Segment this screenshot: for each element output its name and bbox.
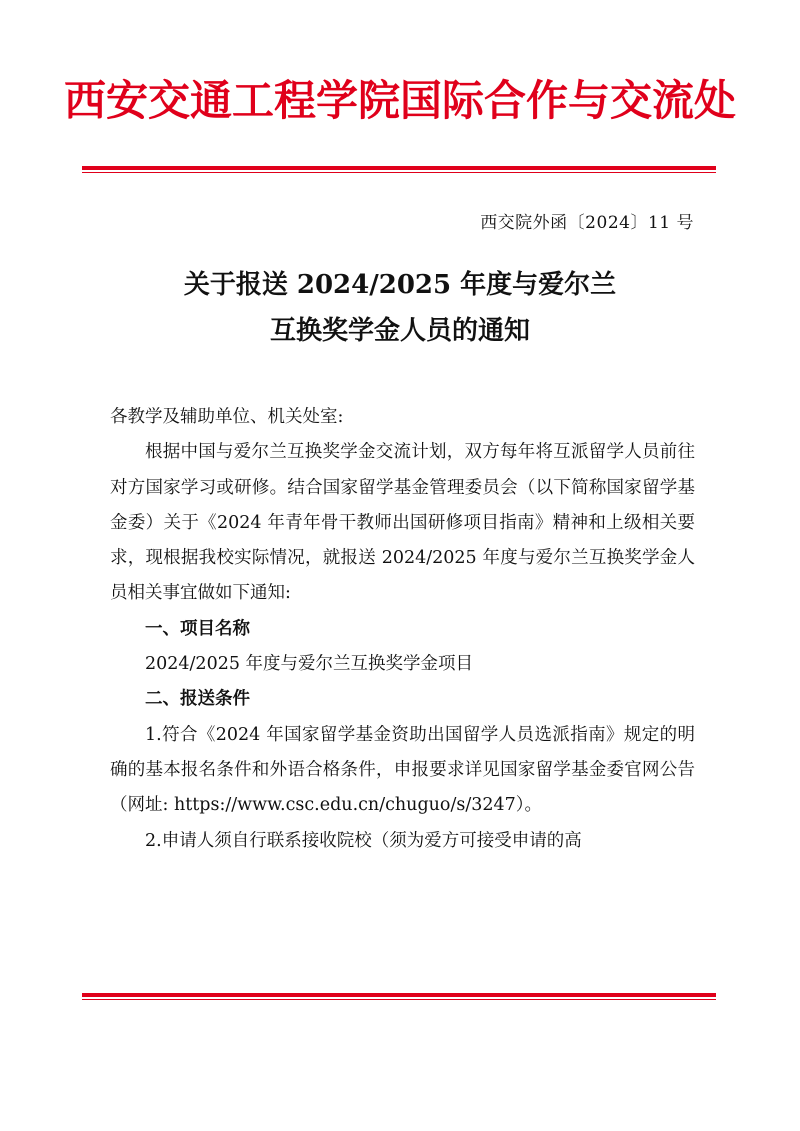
footer-divider <box>82 993 716 1000</box>
condition-item-1: 1.符合《2024 年国家留学基金资助出国留学人员选派指南》规定的明确的基本报名条件和外语合格条件，申报要求详见国家留学基金委官网公告（网址: https://www.csc.edu.cn/chuguo/s/3247）。 <box>110 724 695 816</box>
section-2-heading: 二、报送条件 <box>145 689 250 710</box>
document-title-line-2: 互换奖学金人员的通知 <box>269 316 530 346</box>
salutation: 各教学及辅助单位、机关处室: <box>110 407 344 427</box>
document-title-line-1: 关于报送 2024/2025 年度与爱尔兰 <box>183 270 617 300</box>
document-number: 西交院外函〔2024〕11 号 <box>480 213 694 233</box>
letterhead-divider <box>82 166 716 173</box>
document-body <box>110 400 695 859</box>
intro-paragraph: 根据中国与爱尔兰互换奖学金交流计划，双方每年将互派留学人员前往对方国家学习或研修。结合国家留学基金管理委员会（以下简称国家留学基金委）关于《2024 年青年骨干教师出国研修项目指南》精神和上级相关要求，现根据我校实际情况，就报送 2024/2025 年度与爱尔兰互换奖学金人员相关事宜做如下通知: <box>110 442 695 604</box>
section-1-text: 2024/2025 年度与爱尔兰互换奖学金项目 <box>145 654 474 675</box>
condition-item-2: 2.申请人须自行联系接收院校（须为爱方可接受申请的高 <box>145 830 582 851</box>
section-1-heading: 一、项目名称 <box>145 618 250 639</box>
letterhead-title: 西安交通工程学院国际合作与交流处 <box>63 76 736 125</box>
